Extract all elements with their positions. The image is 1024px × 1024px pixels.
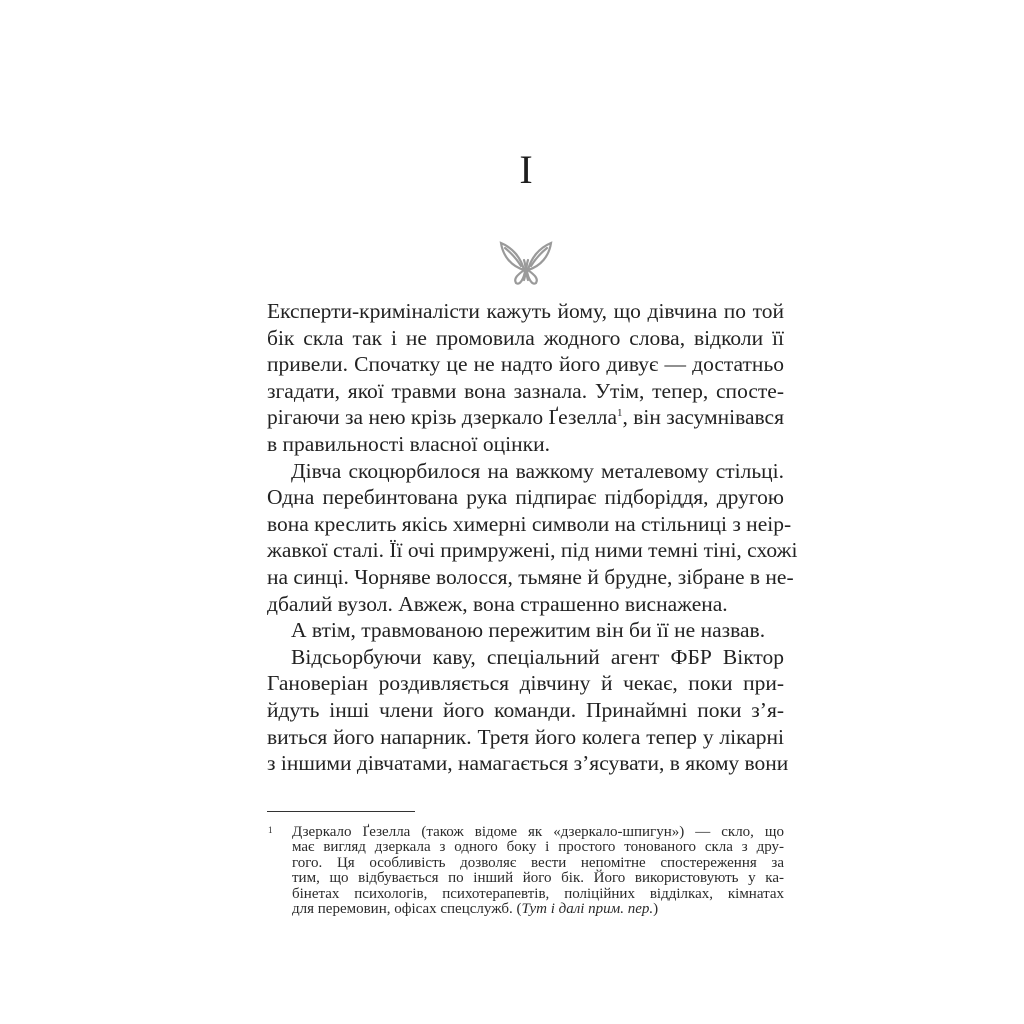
chapter-number: I <box>519 147 533 192</box>
footnote-line-text: для перемовин, офісах спецслужб. ( <box>292 900 522 917</box>
body-line: виться його напарник. Третя його колега тепер у лікарні <box>267 724 784 749</box>
body-line-with-footnote <box>267 404 784 431</box>
body-line: на синці. Чорняве волосся, тьмяне й брудне, зібране в не- <box>267 564 794 589</box>
body-line: Дівча скоцюрбилося на важкому металевому стільці. <box>291 458 784 483</box>
body-line: А втім, травмованою пережитим він би її не назвав. <box>291 618 766 643</box>
footnote-closing: ) <box>653 900 659 917</box>
body-line-text: рігаючи за нею крізь дзеркало Ґезелла <box>267 405 617 430</box>
body-line: вона креслить якісь химерні символи на стільниці з неір- <box>267 511 792 536</box>
body-line: Одна перебинтована рука підпирає підборіддя, другою <box>267 485 784 510</box>
body-line: з іншими дівчатами, намагається з’ясувати, в якому вони <box>267 751 789 776</box>
body-line: згадати, якої травми вона зазнала. Утім, тепер, спосте- <box>267 378 784 403</box>
body-line: дбалий вузол. Авжеж, вона страшенно виснажена. <box>267 591 728 616</box>
footnote-line: тим, що відбувається по інший його бік. Його використовують у ка- <box>292 870 784 887</box>
footnote-line: гого. Ця особливість дозволяє вести непомітне спостереження за <box>292 854 784 871</box>
footnote-line: бінетах психологів, психотерапевтів, поліційних відділках, кімнатах <box>292 885 784 902</box>
body-line: бік скла так і не промовила жодного слова, відколи її <box>267 325 784 350</box>
body-line: Гановеріан роздивляється дівчину й чекає, поки при- <box>267 671 784 696</box>
body-line: Відсьорбуючи каву, спеціальний агент ФБР Віктор <box>291 644 784 669</box>
butterfly-ornament-icon <box>499 240 553 286</box>
body-line: жавкої сталі. Її очі примружені, під ними темні тіні, схожі <box>267 538 798 563</box>
footnote-body <box>292 825 784 917</box>
body-line-tail: , він засумнівався <box>622 405 784 430</box>
footnote-marker: 1 <box>268 825 273 835</box>
footnote-reference[interactable]: 1 <box>617 407 623 420</box>
translator-note: Тут і далі прим. пер. <box>521 900 654 917</box>
body-line: в правильності власної оцінки. <box>267 431 550 456</box>
body-line: йдуть інші члени його команди. Принаймні поки з’я- <box>267 697 784 722</box>
footnote-line: Дзеркало Ґезелла (також відоме як «дзеркало-шпигун») — скло, що <box>292 824 784 840</box>
footnote-line-last <box>292 902 784 917</box>
body-line: Експерти-криміналісти кажуть йому, що дівчина по той <box>267 299 784 323</box>
body-line: привели. Спочатку це не надто його дивує — достатньо <box>267 352 784 377</box>
chapter-body-text <box>267 298 798 777</box>
footnote-divider <box>267 811 415 812</box>
footnote-line: має вигляд дзеркала з одного боку і простого тонованого скла з дру- <box>292 839 784 856</box>
